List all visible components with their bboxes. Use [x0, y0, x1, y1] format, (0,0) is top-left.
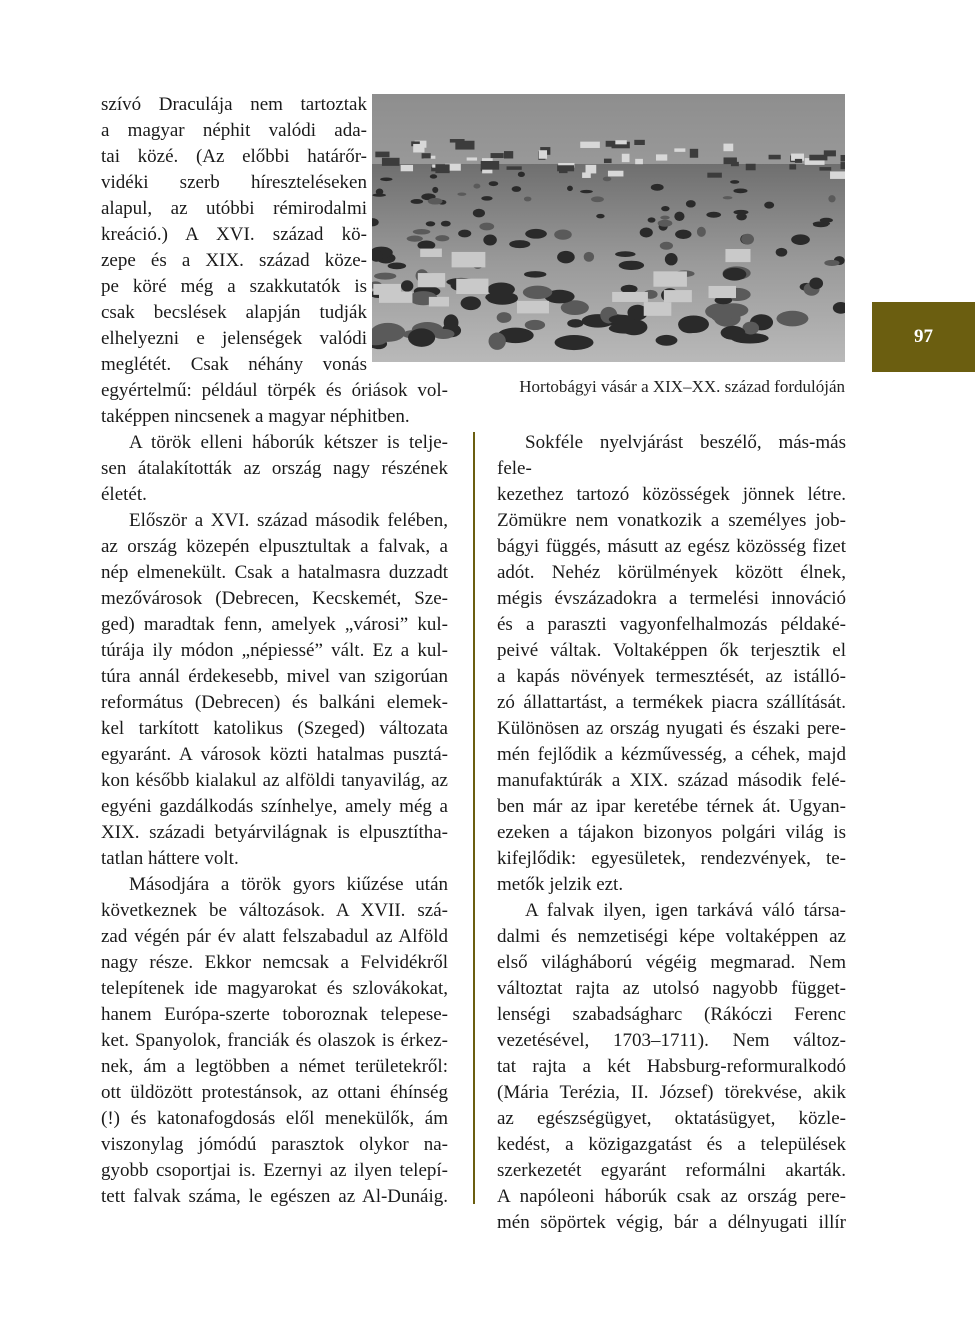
horse-or-cart	[407, 236, 423, 242]
horse-or-cart	[525, 229, 547, 239]
text-line: mén söpörtek végig, bár a délnyugati illír	[497, 1212, 846, 1233]
wagon-cover	[429, 297, 449, 307]
fair-photograph	[372, 94, 845, 362]
text-line: Először a XVI. század második felében,	[129, 510, 448, 531]
wagon-cover	[709, 286, 736, 298]
horse-or-cart	[658, 220, 673, 227]
text-line: zepe és a XIX. század köze-	[101, 250, 367, 271]
horse-or-cart	[721, 326, 746, 340]
distant-tent	[723, 144, 733, 152]
distant-tent	[491, 153, 504, 158]
distant-tent	[724, 157, 737, 164]
text-line: egyértelmű: például törpék és óriások vol-	[101, 380, 448, 401]
text-line: XIX. századi betyárvilágnak is elpusztítha-	[101, 822, 448, 843]
horse-or-cart	[675, 230, 691, 239]
horse-or-cart	[603, 177, 612, 182]
horse-or-cart	[609, 323, 643, 333]
horse-or-cart	[430, 174, 437, 178]
right-column-paragraphs	[497, 430, 846, 1236]
text-line: viszonylag jómódú parasztok olykor na-	[101, 1134, 448, 1155]
horse-or-cart	[660, 242, 673, 250]
text-line: pe köré még a szakkutatók is	[101, 276, 367, 297]
distant-tent	[615, 140, 626, 144]
text-line: túrája ily módon „népiessé” vált. Ez a kul-	[101, 640, 448, 661]
text-line: túra annál érdekesebb, mivel van szigorúan	[101, 666, 448, 687]
text-line: következnek be változások. A XVII. szá-	[101, 900, 448, 921]
distant-tent	[401, 165, 413, 171]
horse-or-cart	[497, 312, 512, 323]
horse-or-cart	[615, 251, 635, 257]
horse-or-cart	[432, 187, 438, 193]
wagon-cover	[612, 292, 648, 302]
text-line: elhelyezni e jelenségek valódi	[101, 328, 367, 349]
distant-tent	[450, 139, 465, 143]
left-column-paragraphs	[101, 430, 448, 1210]
horse-or-cart	[665, 253, 678, 265]
text-line: vezetésével, 1703–1711). Nem változ-	[497, 1030, 846, 1051]
wagon-cover	[456, 279, 488, 294]
horse-or-cart	[457, 192, 466, 195]
text-line: metők jelzik ezt.	[497, 874, 624, 895]
text-line: mezővárosok (Debrecen, Kecskemét, Sze-	[101, 588, 448, 609]
horse-or-cart	[686, 200, 696, 207]
distant-tent	[413, 144, 424, 153]
text-line: telepítenek ide magyarokat és szlovákokat,	[101, 978, 448, 999]
distant-tent	[841, 155, 845, 162]
paragraph	[101, 872, 448, 1210]
wagon-cover	[725, 249, 750, 262]
text-line: kezethez tartozó közösségek jönnek létre.	[497, 484, 846, 505]
horse-or-cart	[441, 221, 451, 227]
distant-tent	[507, 166, 522, 169]
text-line: vidéki szerb híreszteléseken	[101, 172, 367, 193]
text-line: tat rajta a két Habsburg-reformuralkodó	[497, 1056, 846, 1077]
horse-or-cart	[481, 196, 492, 200]
text-line: adót. Nehéz körülmények között élnek,	[497, 562, 846, 583]
horse-or-cart	[706, 212, 721, 218]
horse-or-cart	[580, 190, 593, 193]
horse-or-cart	[697, 227, 706, 237]
distant-tent	[789, 164, 796, 169]
horse-or-cart	[651, 184, 664, 191]
horse-or-cart	[776, 311, 808, 327]
text-line: szerkezetét egyaránt reformálni akarták.	[497, 1160, 846, 1181]
paragraph	[101, 508, 448, 872]
text-line: Különösen az ország nyugati és északi pere-	[497, 718, 846, 739]
horse-or-cart	[619, 261, 644, 270]
horse-or-cart	[660, 216, 669, 220]
horse-or-cart	[723, 196, 733, 199]
text-line: A falvak ilyen, igen tarkává váló társa-	[525, 900, 846, 921]
distant-tent	[830, 171, 845, 178]
horse-or-cart	[417, 241, 435, 250]
horse-or-cart	[723, 268, 747, 281]
text-line: kon később kialakul az alföldi tanyavilág, az	[101, 770, 448, 791]
wagon-cover	[452, 252, 486, 267]
horse-or-cart	[678, 315, 709, 333]
distant-tent	[769, 155, 781, 160]
text-line: dalmi és nemzetiségi képe voltaképpen az	[497, 926, 846, 947]
wagon-cover	[420, 249, 442, 257]
paragraph	[497, 898, 846, 1236]
horse-or-cart	[776, 248, 788, 257]
horse-or-cart	[487, 282, 515, 296]
horse-or-cart	[525, 320, 545, 330]
figure-caption: Hortobágyi vásár a XIX–XX. század fordulóján	[519, 377, 845, 396]
horse-or-cart	[557, 251, 575, 263]
text-line: kel tarkított katolikus (Szeged) változata	[101, 718, 448, 739]
horse-or-cart	[733, 188, 747, 193]
wagon-cover	[379, 292, 412, 303]
text-line: az ország közepén elpusztultak a falvak, a	[101, 536, 448, 557]
distant-tent	[746, 164, 756, 171]
horse-or-cart	[489, 333, 506, 350]
paragraph	[497, 430, 846, 898]
horse-or-cart	[512, 186, 522, 192]
text-line: mégis évszázadokra a termelési innováció	[497, 588, 846, 609]
wagon-cover	[418, 273, 445, 287]
left-column-wide-text	[101, 378, 448, 430]
horse-or-cart	[461, 296, 481, 310]
distant-tent	[382, 158, 400, 166]
text-line: sen átalakították az ország nagy részének	[101, 458, 448, 479]
wagon-cover	[664, 290, 692, 302]
horse-or-cart	[733, 210, 748, 215]
horse-or-cart	[411, 199, 423, 204]
distant-tent	[707, 173, 722, 178]
horse-or-cart	[388, 262, 407, 269]
text-line: Zömükre nem vonatkozik a személyes job-	[497, 510, 846, 531]
text-line: (!) és katonafogdosás elől menekülők, ám	[101, 1108, 448, 1129]
text-line: a kapás növények termesztését, az istálló-	[497, 666, 846, 687]
horse-or-cart	[489, 181, 498, 186]
distant-tent	[435, 164, 449, 173]
distant-tent	[819, 167, 831, 171]
horse-or-cart	[413, 229, 431, 234]
text-line: nagy része. Ekkor nemcsak a Felvidékről	[101, 952, 448, 973]
text-line: egyéni gazdálkodás színhelye, amely még a	[101, 796, 448, 817]
text-line: tett falvak száma, le egészen az Al-Dunáig.	[101, 1186, 448, 1207]
distant-tent	[539, 150, 547, 159]
text-line: tatlan háttere volt.	[101, 848, 239, 869]
horse-or-cart	[554, 230, 572, 240]
distant-tent	[467, 157, 477, 160]
horse-or-cart	[567, 319, 583, 328]
distant-tent	[375, 152, 389, 158]
horse-or-cart	[479, 223, 494, 231]
horse-or-cart	[401, 280, 413, 291]
text-line: mén fejlődik a kézművesség, a céhek, majd	[497, 744, 846, 765]
text-line: zad végén pár év alatt felszabadul az Alföld	[101, 926, 448, 947]
horse-or-cart	[648, 217, 656, 222]
text-line: lenségi szabadságharc (Rákóczi Ferenc	[497, 1004, 846, 1025]
text-line: szívó Draculája nem tartoztak	[101, 94, 367, 115]
horse-or-cart	[809, 278, 823, 290]
text-line: kedést, a közigazgatást és a települések	[497, 1134, 846, 1155]
horse-or-cart	[741, 234, 754, 245]
horse-or-cart	[376, 189, 384, 195]
text-line: zó állattartást, a termékek piacra szállítását.	[497, 692, 846, 713]
horse-or-cart	[661, 206, 669, 211]
text-line: Másodjára a török gyors kiűzése után	[129, 874, 448, 895]
distant-tent	[622, 154, 630, 162]
horse-or-cart	[408, 328, 435, 346]
distant-tent	[604, 159, 612, 163]
text-line: meglétét. Csak néhány vonás	[101, 354, 367, 375]
wagon-cover	[517, 301, 549, 313]
text-line: alapul, az utóbbi rémirodalmi	[101, 198, 367, 219]
left-column-top-text	[101, 92, 367, 378]
page-number: 97	[914, 326, 933, 347]
distant-tent	[608, 171, 623, 177]
distant-tent	[559, 168, 567, 173]
text-line: ezeken a tájakon bizonyos polgári világ is	[497, 822, 846, 843]
horse-or-cart	[730, 180, 739, 184]
distant-tent	[656, 154, 667, 160]
distant-tent	[809, 155, 827, 161]
horse-or-cart	[435, 235, 449, 241]
horse-or-cart	[764, 202, 774, 209]
horse-or-cart	[596, 214, 604, 219]
text-line: ben már az ipar keretébe térnek át. Ugyan-	[497, 796, 846, 817]
text-line: és a paraszti vagyonfelhalmozás példaké-	[497, 614, 846, 635]
horse-or-cart	[791, 234, 810, 245]
horse-or-cart	[674, 212, 684, 221]
wagon-cover	[653, 271, 687, 286]
fair-photograph-image	[372, 94, 845, 362]
horse-or-cart	[824, 260, 839, 266]
text-line: bágyi függés, másutt az egész közösség fizet	[497, 536, 846, 557]
horse-or-cart	[524, 271, 546, 278]
text-line: ott üldözött protestánsok, az ottani éhínség	[101, 1082, 448, 1103]
text-line: hanem Európa-szerte toboroznak telepese-	[101, 1004, 448, 1025]
distant-tent	[690, 149, 698, 158]
horse-or-cart	[640, 228, 653, 238]
horse-or-cart	[705, 303, 738, 320]
text-line: az egészségügyet, oktatásügyet, közle-	[497, 1108, 846, 1129]
text-line: (Mária Terézia, II. József) törekvése, akik	[497, 1082, 846, 1103]
horse-or-cart	[584, 252, 594, 262]
horse-or-cart	[473, 184, 480, 189]
horse-or-cart	[483, 235, 496, 246]
page-number-tab	[872, 302, 975, 372]
distant-tent	[481, 161, 499, 170]
horse-or-cart	[473, 209, 485, 218]
distant-tent	[795, 159, 802, 163]
distant-tent	[840, 162, 845, 169]
horse-or-cart	[591, 196, 604, 202]
text-line: ged) maradtak fenn, amelyek „városi” kul-	[101, 614, 448, 635]
horse-or-cart	[458, 230, 471, 238]
text-line: manufaktúrák a XIX. század második felé-	[497, 770, 846, 791]
distant-tent	[635, 159, 643, 164]
horse-or-cart	[656, 335, 678, 346]
horse-or-cart	[428, 198, 443, 205]
wagon-cover	[644, 302, 672, 316]
text-line: taképpen nincsenek a magyar néphitben.	[101, 406, 410, 427]
distant-tent	[422, 153, 431, 158]
text-line: nek, ám a legtöbben a német területekről:	[101, 1056, 448, 1077]
distant-tent	[586, 165, 597, 174]
horse-or-cart	[567, 186, 573, 191]
text-line: nép elmenekült. Csak a hatalmasra duzzadt	[101, 562, 448, 583]
horse-or-cart	[609, 315, 635, 324]
text-line: csak becslések alapján tudják	[101, 302, 367, 323]
text-line: életét.	[101, 484, 147, 505]
column-divider	[473, 432, 475, 1204]
distant-tent	[606, 141, 616, 147]
text-line: ket. Spanyolok, franciák és olaszok is érkez-	[101, 1030, 448, 1051]
text-line: tai közé. (Az előbbi határőr-	[101, 146, 367, 167]
text-line: református (Debrecen) és balkáni elemek-	[101, 692, 448, 713]
text-line: egyaránt. A városok közti hatalmas pusztá-	[101, 744, 448, 765]
paragraph	[101, 430, 448, 508]
text-line: gyobb csoportjai is. Ezernyi az ilyen telepí-	[101, 1160, 448, 1181]
horse-or-cart	[509, 240, 530, 248]
text-line: A török elleni háborúk kétszer is telje-	[129, 432, 448, 453]
text-line: Sokféle nyelvjárást beszélő, más-más fele-	[497, 432, 846, 479]
horse-or-cart	[518, 172, 525, 177]
horse-or-cart	[524, 197, 532, 202]
horse-or-cart	[523, 286, 552, 299]
distant-tent	[674, 148, 685, 151]
horse-or-cart	[426, 221, 436, 226]
horse-or-cart	[555, 335, 594, 350]
text-line: kifejlődik: egyesületek, rendezvények, te-	[497, 848, 846, 869]
text-line: első világháború végéig megmarad. Nem	[497, 952, 846, 973]
text-line: peivé váltak. Voltaképpen ők terjesztik el	[497, 640, 846, 661]
text-line: kreáció.) A XVI. század kö-	[101, 224, 367, 245]
distant-tent	[504, 151, 513, 158]
horse-or-cart	[432, 329, 454, 339]
horse-or-cart	[820, 218, 833, 223]
text-line: változtat rajta az utolsó nagyobb függet-	[497, 978, 846, 999]
distant-tent	[634, 140, 645, 145]
horse-or-cart	[380, 178, 392, 182]
horse-or-cart	[828, 195, 835, 202]
horse-or-cart	[374, 273, 396, 280]
text-line: a magyar néphit valódi ada-	[101, 120, 367, 141]
text-line: A napóleoni háborúk csak az ország pere-	[497, 1186, 846, 1207]
distant-tent	[580, 142, 600, 148]
